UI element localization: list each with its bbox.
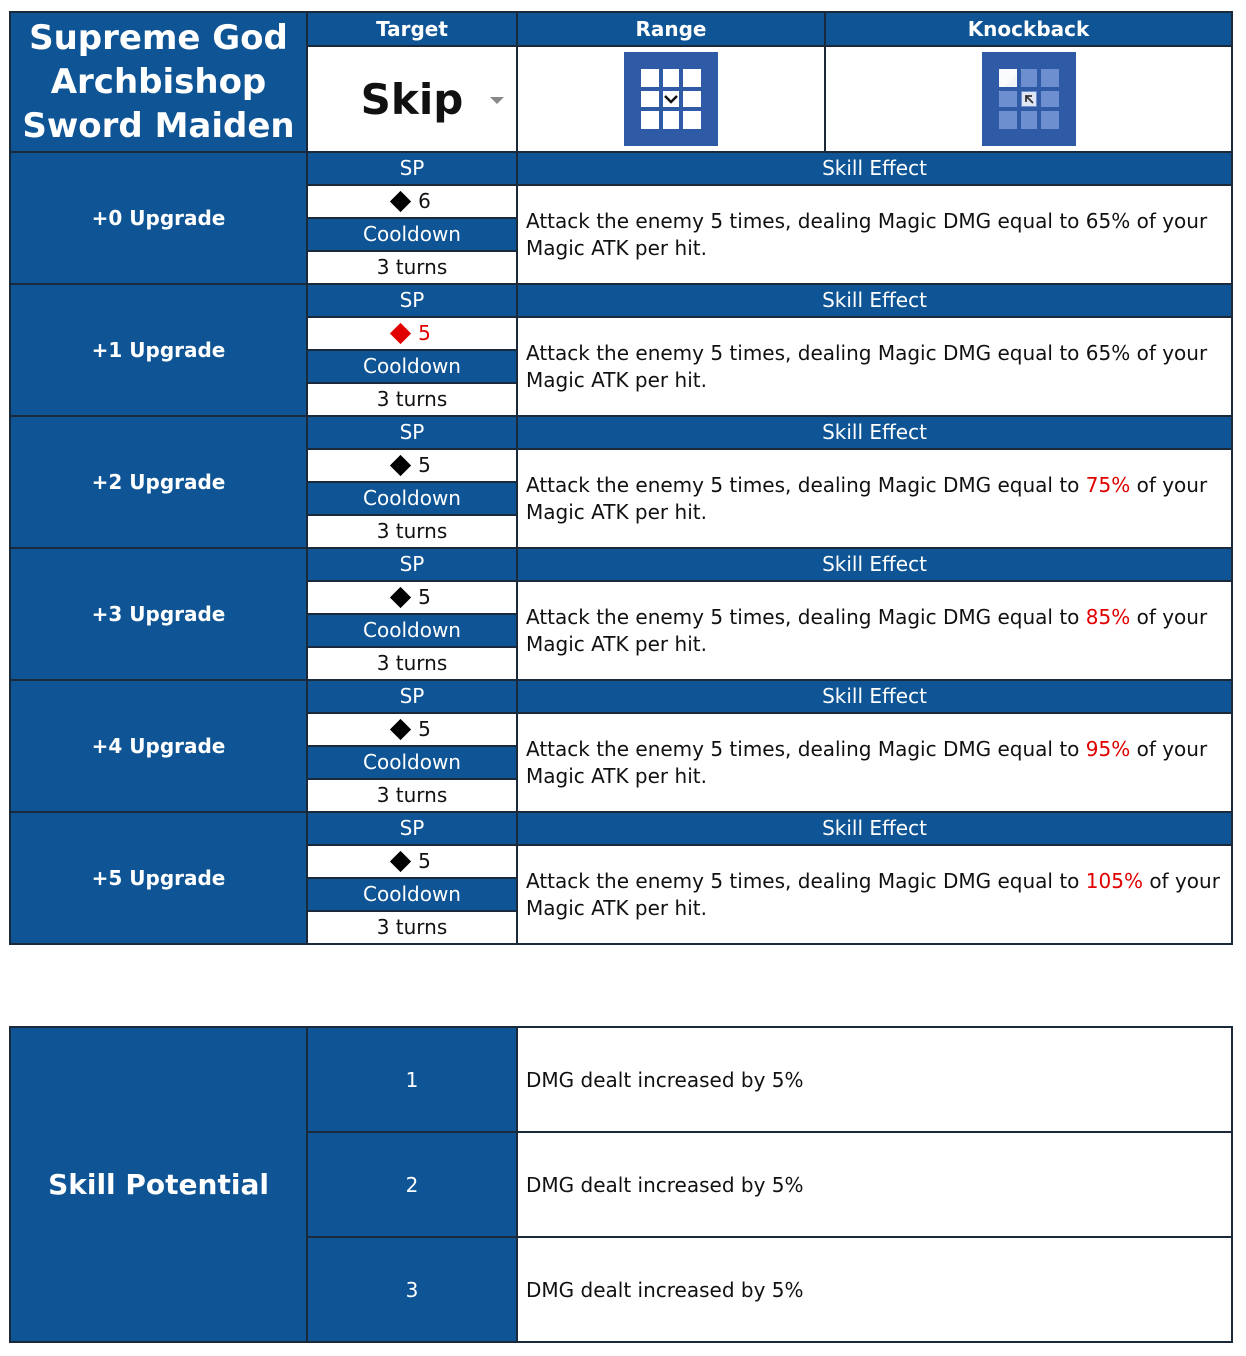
title-line-3: Sword Maiden [22, 106, 295, 146]
sp-label: SP [307, 416, 517, 449]
skill-effect-text [517, 317, 1232, 416]
cooldown-label: Cooldown [307, 614, 517, 647]
upgrade-label: +1 Upgrade [10, 284, 307, 416]
effect-text-pre: Attack the enemy 5 times, dealing Magic DMG equal to [526, 340, 1080, 365]
target-header: Target [307, 12, 517, 46]
cooldown-label: Cooldown [307, 878, 517, 911]
effect-percent: 65% [1085, 340, 1131, 365]
sp-label: SP [307, 548, 517, 581]
effect-text-pre: Attack the enemy 5 times, dealing Magic DMG equal to [526, 736, 1080, 761]
sp-number: 5 [418, 717, 431, 741]
effect-text-post: of your Magic ATK per hit. [526, 868, 1220, 920]
skill-title [10, 12, 307, 152]
cooldown-value: 3 turns [307, 911, 517, 944]
title-line-2: Archbishop [50, 62, 267, 102]
range-header: Range [517, 12, 825, 46]
upgrade-label: +2 Upgrade [10, 416, 307, 548]
skill-effect-text [517, 449, 1232, 548]
skill-effect-label: Skill Effect [517, 548, 1232, 581]
skill-potential-label: Skill Potential [10, 1027, 307, 1342]
cooldown-value: 3 turns [307, 779, 517, 812]
title-line-1: Supreme God [29, 18, 288, 58]
sp-number: 5 [418, 321, 431, 345]
knockback-grid-icon [982, 52, 1076, 146]
skill-effect-text [517, 581, 1232, 680]
sp-label: SP [307, 152, 517, 185]
skill-table [9, 11, 1233, 945]
target-value: Skip [360, 74, 464, 124]
knockback-header: Knockback [825, 12, 1232, 46]
cooldown-value: 3 turns [307, 515, 517, 548]
sp-value [307, 581, 517, 614]
sp-value [307, 317, 517, 350]
potential-number: 1 [307, 1027, 517, 1132]
upgrade-label: +0 Upgrade [10, 152, 307, 284]
skill-potential-table [9, 1026, 1233, 1343]
effect-percent: 95% [1085, 736, 1131, 761]
diamond-icon [390, 719, 411, 740]
diamond-icon [390, 587, 411, 608]
skill-effect-text [517, 185, 1232, 284]
effect-text-post: of your Magic ATK per hit. [526, 472, 1208, 524]
sp-number: 5 [418, 453, 431, 477]
target-select[interactable] [307, 46, 517, 152]
skill-effect-label: Skill Effect [517, 812, 1232, 845]
cooldown-label: Cooldown [307, 482, 517, 515]
effect-text-pre: Attack the enemy 5 times, dealing Magic DMG equal to [526, 604, 1080, 629]
potential-number: 3 [307, 1237, 517, 1342]
skill-effect-label: Skill Effect [517, 284, 1232, 317]
upgrade-label: +5 Upgrade [10, 812, 307, 944]
effect-percent: 85% [1085, 604, 1131, 629]
effect-text-pre: Attack the enemy 5 times, dealing Magic DMG equal to [526, 472, 1080, 497]
cooldown-label: Cooldown [307, 350, 517, 383]
cooldown-value: 3 turns [307, 383, 517, 416]
cooldown-label: Cooldown [307, 218, 517, 251]
diamond-icon [390, 851, 411, 872]
diamond-icon [390, 455, 411, 476]
sp-value [307, 713, 517, 746]
effect-text-pre: Attack the enemy 5 times, dealing Magic DMG equal to [526, 868, 1080, 893]
effect-text-post: of your Magic ATK per hit. [526, 340, 1208, 392]
potential-text: DMG dealt increased by 5% [517, 1237, 1232, 1342]
effect-text-pre: Attack the enemy 5 times, dealing Magic DMG equal to [526, 208, 1080, 233]
knockback-cell [825, 46, 1232, 152]
upgrade-label: +3 Upgrade [10, 548, 307, 680]
sp-label: SP [307, 812, 517, 845]
sp-value [307, 449, 517, 482]
sp-number: 5 [418, 585, 431, 609]
skill-effect-label: Skill Effect [517, 152, 1232, 185]
effect-percent: 105% [1085, 868, 1143, 893]
potential-text: DMG dealt increased by 5% [517, 1132, 1232, 1237]
sp-value [307, 185, 517, 218]
effect-text-post: of your Magic ATK per hit. [526, 736, 1208, 788]
chevron-down-icon[interactable] [490, 97, 504, 104]
sp-value [307, 845, 517, 878]
skill-effect-text [517, 845, 1232, 944]
effect-percent: 65% [1085, 208, 1131, 233]
skill-effect-label: Skill Effect [517, 680, 1232, 713]
effect-percent: 75% [1085, 472, 1131, 497]
diamond-icon [390, 323, 411, 344]
effect-text-post: of your Magic ATK per hit. [526, 604, 1208, 656]
upgrade-label: +4 Upgrade [10, 680, 307, 812]
effect-text-post: of your Magic ATK per hit. [526, 208, 1208, 260]
sp-number: 5 [418, 849, 431, 873]
cooldown-value: 3 turns [307, 251, 517, 284]
cooldown-value: 3 turns [307, 647, 517, 680]
sp-number: 6 [418, 189, 431, 213]
diamond-icon [390, 191, 411, 212]
range-grid-icon [624, 52, 718, 146]
range-cell [517, 46, 825, 152]
potential-text: DMG dealt increased by 5% [517, 1027, 1232, 1132]
cooldown-label: Cooldown [307, 746, 517, 779]
sp-label: SP [307, 284, 517, 317]
potential-number: 2 [307, 1132, 517, 1237]
sp-label: SP [307, 680, 517, 713]
skill-effect-text [517, 713, 1232, 812]
skill-effect-label: Skill Effect [517, 416, 1232, 449]
